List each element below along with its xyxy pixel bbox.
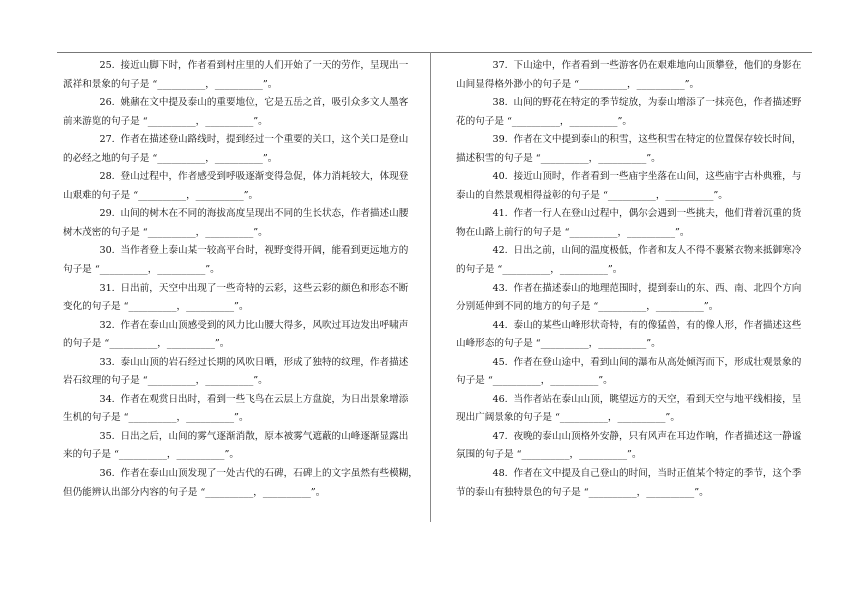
question-item: [63, 242, 413, 279]
question-line: 但仍能辨认出部分内容的句子是 “__________，__________”。: [63, 486, 326, 498]
question-line: 花的句子是 “__________，__________”。: [456, 115, 632, 127]
question-number: 36.: [99, 468, 115, 480]
question-text: 姚鼐在文中提及泰山的重要地位，它是五岳之首，吸引众多文人墨客: [120, 97, 409, 109]
question-line: 泰山的自然景观相得益彰的句子是 “__________，__________”。: [456, 189, 728, 201]
question-line: 派祥和景象的句子是 “__________，__________”。: [63, 78, 278, 90]
question-item: [456, 428, 806, 465]
question-item: [456, 354, 806, 391]
question-item: [63, 391, 413, 428]
question-text: 山间的野花在特定的季节绽放，为泰山增添了一抹亮色，作者描述野: [513, 97, 802, 109]
question-line: 的必经之地的句子是 “__________，__________”。: [63, 152, 278, 164]
question-item: [63, 168, 413, 205]
question-line-first: [63, 465, 418, 484]
question-line-first: [456, 205, 806, 224]
question-line: 树木茂密的句子是 “__________，__________”。: [63, 226, 268, 238]
left-column: [63, 57, 418, 502]
top-rule: [57, 52, 812, 53]
question-line-first: [63, 354, 413, 373]
question-text: 作者在泰山山顶感受到的风力比山腰大得多，风吹过耳边发出呼啸声: [120, 319, 409, 331]
question-line: 变化的句子是 “__________，__________”。: [63, 301, 249, 313]
question-line-first: [456, 280, 806, 299]
question-line-first: [63, 57, 413, 76]
question-number: 48.: [492, 468, 508, 480]
question-line-first: [63, 428, 413, 447]
question-line-first: [456, 57, 806, 76]
question-number: 30.: [99, 245, 115, 257]
question-item: [63, 57, 413, 94]
column-divider: [430, 52, 431, 522]
question-line-first: [63, 317, 413, 336]
question-line-first: [456, 242, 806, 261]
question-number: 26.: [99, 97, 115, 109]
question-text: 夜晚的泰山山顶格外安静，只有风声在耳边作响，作者描述这一静谧: [513, 430, 802, 442]
question-item: [63, 280, 413, 317]
question-item: [456, 465, 806, 502]
question-number: 39.: [492, 134, 508, 146]
question-text: 泰山山顶的岩石经过长期的风吹日晒，形成了独特的纹理，作者描述: [120, 356, 409, 368]
question-item: [456, 391, 806, 428]
question-line: 句子是 “__________，__________”。: [456, 375, 613, 387]
question-item: [63, 205, 413, 242]
question-item: [456, 317, 806, 354]
question-text: 作者在观赏日出时，看到一些飞鸟在云层上方盘旋，为日出景象增添: [120, 393, 409, 405]
question-number: 46.: [492, 393, 508, 405]
question-line: 氛围的句子是 “__________，__________”。: [456, 449, 642, 461]
question-line: 现出广阔景象的句子是 “__________，__________”。: [456, 412, 680, 424]
question-text: 接近山顶时，作者看到一些庙宇坐落在山间，这些庙宇古朴典雅，与: [513, 171, 802, 183]
question-line: 来的句子是 “__________，__________”。: [63, 449, 239, 461]
question-line: 前来游览的句子是 “__________，__________”。: [63, 115, 268, 127]
question-text: 日出前，天空中出现了一些奇特的云彩，这些云彩的颜色和形态不断: [120, 282, 409, 294]
question-line: 山间显得格外渺小的句子是 “__________，__________”。: [456, 78, 700, 90]
question-item: [63, 428, 413, 465]
question-item: [63, 131, 413, 168]
question-number: 29.: [99, 208, 115, 220]
question-text: 登山过程中，作者感受到呼吸逐渐变得急促，体力消耗较大，体现登: [120, 171, 409, 183]
question-text: 泰山的某些山峰形状奇特，有的像猛兽，有的像人形，作者描述这些: [513, 319, 802, 331]
question-text: 日出之前，山间的温度极低，作者和友人不得不裹紧衣物来抵御寒冷: [513, 245, 802, 257]
question-item: [63, 94, 413, 131]
question-line: 的句子是 “__________，__________”。: [456, 264, 623, 276]
question-line-first: [456, 465, 806, 484]
question-line: 描述积雪的句子是 “__________，__________”。: [456, 152, 661, 164]
question-line: 岩石纹理的句子是 “__________，__________”。: [63, 375, 268, 387]
question-number: 35.: [99, 430, 115, 442]
question-text: 作者在描述泰山的地理范围时，提到泰山的东、西、南、北四个方向: [513, 282, 802, 294]
question-line: 的句子是 “__________，__________”。: [63, 338, 230, 350]
question-text: 作者在文中提到泰山的积雪，这些积雪在特定的位置保存较长时间，: [513, 134, 802, 146]
question-text: 接近山脚下时，作者看到村庄里的人们开始了一天的劳作，呈现出一: [120, 60, 409, 71]
question-text: 山间的树木在不同的海拔高度呈现出不同的生长状态，作者描述山腰: [120, 208, 409, 220]
question-number: 25.: [99, 60, 115, 71]
question-number: 27.: [99, 134, 115, 146]
question-item: [456, 242, 806, 279]
question-number: 28.: [99, 171, 115, 183]
question-line-first: [456, 391, 806, 410]
question-text: 下山途中，作者看到一些游客仍在艰难地向山顶攀登，他们的身影在: [513, 60, 802, 71]
question-line-first: [456, 428, 806, 447]
question-item: [456, 168, 806, 205]
question-item: [456, 280, 806, 317]
question-line-first: [63, 280, 413, 299]
question-item: [456, 205, 806, 242]
question-line-first: [456, 94, 806, 113]
question-line: 节的泰山有独特景色的句子是 “__________，__________”。: [456, 486, 709, 498]
question-number: 34.: [99, 393, 115, 405]
question-number: 31.: [99, 282, 115, 294]
question-line-first: [63, 94, 413, 113]
question-text: 作者在登山途中，看到山间的瀑布从高处倾泻而下，形成壮观景象的: [513, 356, 802, 368]
question-line-first: [456, 168, 806, 187]
question-number: 42.: [492, 245, 508, 257]
question-number: 38.: [492, 97, 508, 109]
question-number: 32.: [99, 319, 115, 331]
question-line: 山峰形态的句子是 “__________，__________”。: [456, 338, 661, 350]
question-number: 37.: [492, 60, 508, 71]
question-text: 当作者站在泰山山顶，眺望远方的天空，看到天空与地平线相接，呈: [513, 393, 802, 405]
question-line-first: [63, 242, 413, 261]
question-number: 45.: [492, 356, 508, 368]
question-number: 40.: [492, 171, 508, 183]
right-column: [456, 57, 806, 502]
question-text: 作者在描述登山路线时，提到经过一个重要的关口，这个关口是登山: [120, 134, 409, 146]
question-text: 当作者登上泰山某一较高平台时，视野变得开阔，能看到更远地方的: [120, 245, 409, 257]
question-text: 作者在泰山山顶发现了一处古代的石碑，石碑上的文字虽然有些模糊，: [120, 468, 418, 480]
question-line-first: [456, 317, 806, 336]
question-item: [63, 354, 413, 391]
question-item: [63, 465, 418, 502]
question-item: [456, 131, 806, 168]
question-item: [63, 317, 413, 354]
question-item: [456, 94, 806, 131]
question-line-first: [63, 168, 413, 187]
question-number: 41.: [492, 208, 508, 220]
question-line-first: [456, 131, 806, 150]
question-line: 句子是 “__________，__________”。: [63, 264, 220, 276]
question-line-first: [63, 131, 413, 150]
question-line: 生机的句子是 “__________，__________”。: [63, 412, 249, 424]
question-line-first: [63, 391, 413, 410]
question-line-first: [456, 354, 806, 373]
question-item: [456, 57, 806, 94]
question-number: 33.: [99, 356, 115, 368]
question-text: 作者一行人在登山过程中，偶尔会遇到一些挑夫，他们背着沉重的货: [513, 208, 802, 220]
question-number: 47.: [492, 430, 508, 442]
question-text: 作者在文中提及自己登山的时间，当时正值某个特定的季节，这个季: [513, 468, 802, 480]
question-number: 44.: [492, 319, 508, 331]
question-number: 43.: [492, 282, 508, 294]
question-line-first: [63, 205, 413, 224]
question-line: 物在山路上前行的句子是 “__________，__________”。: [456, 226, 690, 238]
question-line: 山艰难的句子是 “__________，__________”。: [63, 189, 259, 201]
question-text: 日出之后，山间的雾气逐渐消散，原本被雾气遮蔽的山峰逐渐显露出: [120, 430, 409, 442]
question-line: 分别延伸到不同的地方的句子是 “__________，__________”。: [456, 301, 719, 313]
